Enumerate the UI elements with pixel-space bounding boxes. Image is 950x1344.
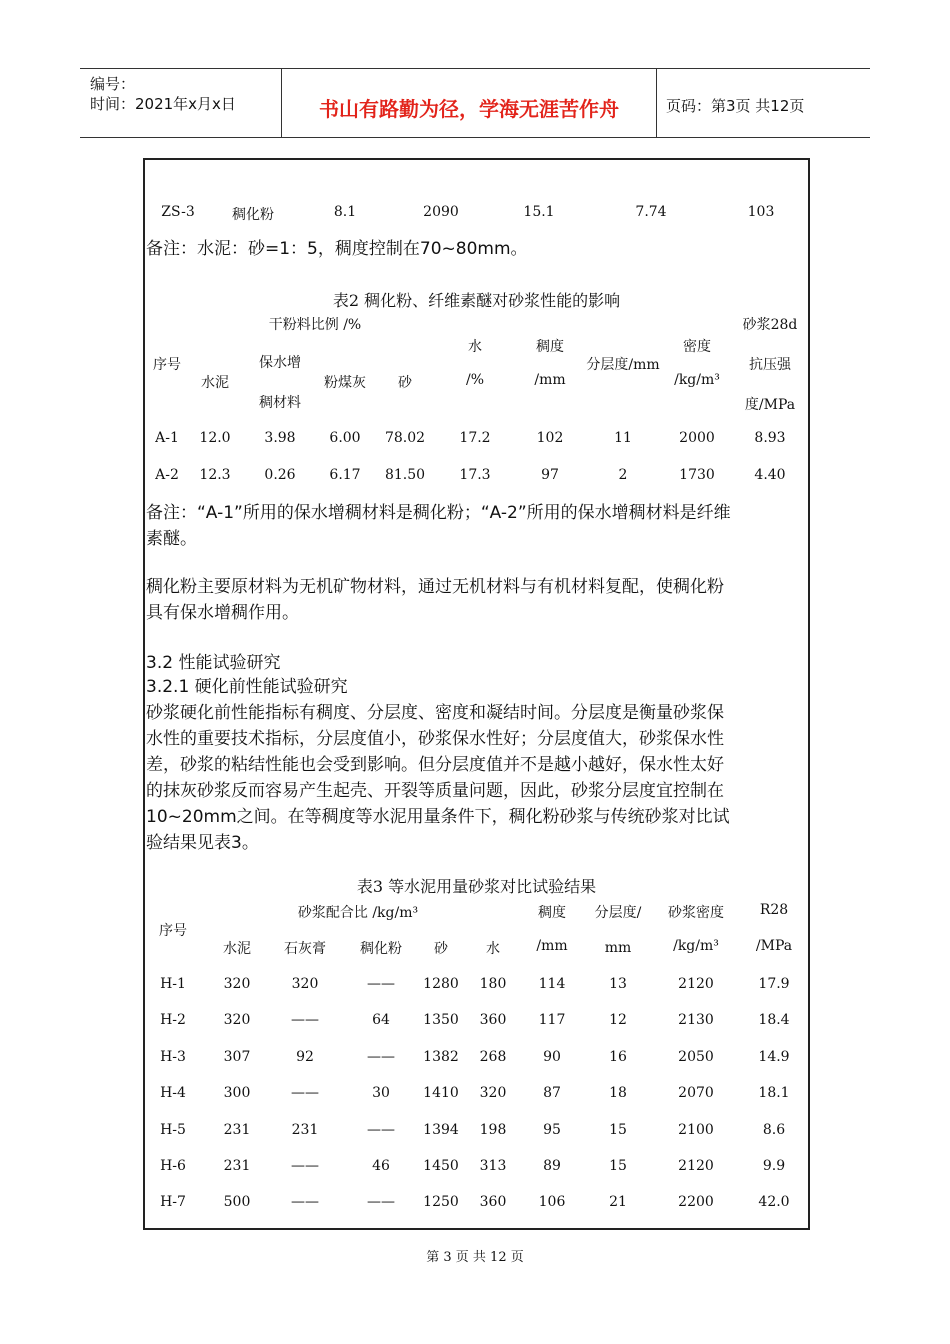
table-cell: —— [367,976,395,992]
header-motto-cell [281,69,657,137]
table-cell: 17.3 [459,467,491,483]
table-cell: 16 [609,1048,627,1065]
table-cell: —— [291,1194,319,1211]
table-cell: 3.98 [264,430,296,446]
table-cell: 18.4 [758,1012,790,1029]
table-cell: 103 [747,204,775,220]
paragraph-line: 差，砂浆的粘结性能也会受到影响。但分层度值并不是越小越好，保水性太好 [146,755,724,775]
table-cell: 2090 [423,204,459,220]
table3-header-layering: 分层度/ [594,905,642,921]
table-cell: 95 [543,1121,561,1138]
table2-note-line: 素醚。 [146,529,197,549]
table-cell: 307 [223,1048,251,1065]
table-cell: 8.6 [762,1121,786,1138]
table-cell: 2000 [679,430,715,446]
table3-header-water: 水 [486,941,500,957]
table-cell: —— [291,1085,319,1102]
table-cell: 81.50 [384,467,426,483]
table-cell: 231 [291,1121,319,1138]
section-heading: 3.2 性能试验研究 [146,653,281,673]
table-cell: 320 [223,1012,251,1029]
table2-header-water: 水 [468,339,482,355]
table-cell: 97 [541,467,559,483]
table-cell: H-6 [160,1158,186,1174]
table-cell: 7.74 [635,204,667,220]
table-cell: 231 [223,1121,251,1138]
table-cell: 92 [296,1048,314,1065]
table-cell: 12.3 [199,467,231,483]
table-cell: 11 [614,430,632,446]
table-cell: H-1 [160,976,186,992]
table2-header-strength: 砂浆28d [742,317,798,333]
table-cell: 320 [479,1085,507,1102]
table-cell: H-5 [160,1121,186,1138]
table-cell: 17.9 [758,976,790,992]
table-cell: 18.1 [758,1085,790,1102]
table-cell: 1382 [423,1048,459,1065]
table3-header-lime: 石灰膏 [284,941,326,957]
doc-number-label: 编号： [90,75,136,93]
table-cell: 13 [609,976,627,992]
table-cell: H-3 [160,1048,186,1065]
table-cell: 1410 [423,1085,459,1102]
table-cell: 1450 [423,1158,459,1174]
table3-header-density: /kg/m³ [673,938,719,954]
page-footer: 第 3 页 共 12 页 [426,1250,524,1265]
table-cell: 8.93 [754,430,786,446]
paragraph-line: 的抹灰砂浆反而容易产生起壳、开裂等质量问题，因此，砂浆分层度宜控制在 [146,781,724,801]
table-cell: 500 [223,1194,251,1211]
table-cell: 2200 [678,1194,714,1211]
table-cell: 106 [538,1194,566,1211]
table-cell: 12 [609,1012,627,1029]
table-cell: 21 [609,1194,627,1211]
table-cell: A-1 [155,430,179,446]
table-cell: 320 [291,976,319,992]
doc-date-label: 时间：2021年x月x日 [90,95,236,113]
table2-header-layering: 分层度/mm [586,357,660,373]
table-cell: H-7 [160,1194,186,1211]
table2-header-sand: 砂 [398,375,412,391]
table-cell: —— [291,1158,319,1174]
table-cell: 15.1 [523,204,555,220]
table-cell: 稠化粉 [232,207,274,223]
table-cell: 114 [538,976,566,992]
content-frame [143,158,810,1230]
table3-header-seq: 序号 [159,923,187,939]
table-cell: 2 [618,467,628,483]
table-cell: 360 [479,1012,507,1029]
table2-header-density: 密度 [683,339,711,355]
table-cell: 2120 [678,976,714,992]
table-cell: —— [367,1048,395,1065]
table2-header-consistency: 稠度 [536,339,564,355]
table-cell: 231 [223,1158,251,1174]
paragraph-line: 具有保水增稠作用。 [146,603,299,623]
table3-header-r28: R28 [759,902,789,918]
table-cell: 18 [609,1085,627,1102]
table-cell: 42.0 [758,1194,790,1211]
table1-row [145,204,808,224]
table-cell: —— [291,1012,319,1029]
table-cell: 64 [372,1012,390,1029]
table2-caption: 表2 稠化粉、纤维素醚对砂浆性能的影响 [332,291,621,310]
table-cell: —— [367,1194,395,1211]
table3-header-cement: 水泥 [223,941,251,957]
table-cell: 1730 [679,467,715,483]
table-cell: ZS-3 [161,204,195,220]
table-cell: 313 [479,1158,507,1174]
table-cell: 6.17 [329,467,361,483]
table-cell: 46 [372,1158,390,1174]
table-cell: 1250 [423,1194,459,1211]
table-cell: 300 [223,1085,251,1102]
paragraph-line: 验结果见表3。 [146,833,259,853]
table2-note-line: 备注：“A-1”所用的保水增稠材料是稠化粉；“A-2”所用的保水增稠材料是纤维 [146,503,731,523]
table-cell: H-2 [160,1012,186,1029]
table2-group-header: 干粉料比例 /% [268,317,362,333]
table-cell: 17.2 [459,430,491,446]
table-cell: H-4 [160,1085,186,1102]
header-page-info: 页码：第3页 共12页 [666,97,805,115]
table-cell: —— [367,1121,395,1138]
table-cell: 360 [479,1194,507,1211]
table2-header-consistency: /mm [534,372,566,388]
table-cell: 4.40 [754,467,786,483]
paragraph-line: 水性的重要技术指标，分层度值小，砂浆保水性好；分层度值大，砂浆保水性 [146,729,724,749]
table3-group-header: 砂浆配合比 /kg/m³ [297,905,419,921]
table-cell: 2130 [678,1012,714,1029]
table-cell: 30 [372,1085,390,1102]
table-cell: 15 [609,1121,627,1138]
table-cell: 180 [479,976,507,992]
table2-header-cement: 水泥 [201,375,229,391]
table-cell: 1350 [423,1012,459,1029]
table-cell: 78.02 [384,430,426,446]
table-cell: 15 [609,1158,627,1174]
table2-header-density: /kg/m³ [674,372,720,388]
table-cell: 0.26 [264,467,296,483]
table-cell: 102 [536,430,564,446]
table3-caption: 表3 等水泥用量砂浆对比试验结果 [356,877,597,896]
table-cell: A-2 [155,467,179,483]
table1-note: 备注：水泥：砂=1：5，稠度控制在70~80mm。 [146,239,528,259]
header-meta [80,69,281,137]
table-cell: 2070 [678,1085,714,1102]
table3-header-layering: mm [604,940,632,956]
table3-header-consistency: /mm [536,938,568,954]
table2-header-strength: 度/MPa [744,397,796,413]
table2-header-water: /% [465,372,485,388]
table2-header-thickener: 保水增 [259,355,301,371]
table-cell: 87 [543,1085,561,1102]
table-cell: 12.0 [199,430,231,446]
table-cell: 320 [223,976,251,992]
paragraph-line: 10~20mm之间。在等稠度等水泥用量条件下，稠化粉砂浆与传统砂浆对比试 [146,807,730,827]
table-cell: 268 [479,1048,507,1065]
table-cell: 6.00 [329,430,361,446]
table-cell: 198 [479,1121,507,1138]
table3-header-thickener: 稠化粉 [360,941,402,957]
table3-header-consistency: 稠度 [538,905,566,921]
table-cell: 8.1 [333,204,357,220]
paragraph-line: 砂浆硬化前性能指标有稠度、分层度、密度和凝结时间。分层度是衡量砂浆保 [146,703,724,723]
subsection-heading: 3.2.1 硬化前性能试验研究 [146,677,348,697]
table2-header-thickener: 稠材料 [259,395,301,411]
table-cell: 9.9 [762,1158,786,1174]
header-page-cell [656,69,870,137]
table-cell: 1280 [423,976,459,992]
table2-header-seq: 序号 [153,357,181,373]
table-cell: 2050 [678,1048,714,1065]
page-header [80,68,870,138]
table3-header-density: 砂浆密度 [668,905,724,921]
table-cell: 1394 [423,1121,459,1138]
table3-header-sand: 砂 [434,941,448,957]
table2-header-strength: 抗压强 [749,357,791,373]
table3-header-r28: /MPa [755,938,793,954]
table-cell: 117 [538,1012,566,1029]
table-cell: 2100 [678,1121,714,1138]
table-cell: 14.9 [758,1048,790,1065]
table2-header-flyash: 粉煤灰 [324,375,366,391]
table-cell: 2120 [678,1158,714,1174]
table-cell: 89 [543,1158,561,1174]
header-motto: 书山有路勤为径，学海无涯苦作舟 [319,97,619,121]
paragraph-line: 稠化粉主要原材料为无机矿物材料，通过无机材料与有机材料复配，使稠化粉 [146,577,724,597]
table-cell: 90 [543,1048,561,1065]
